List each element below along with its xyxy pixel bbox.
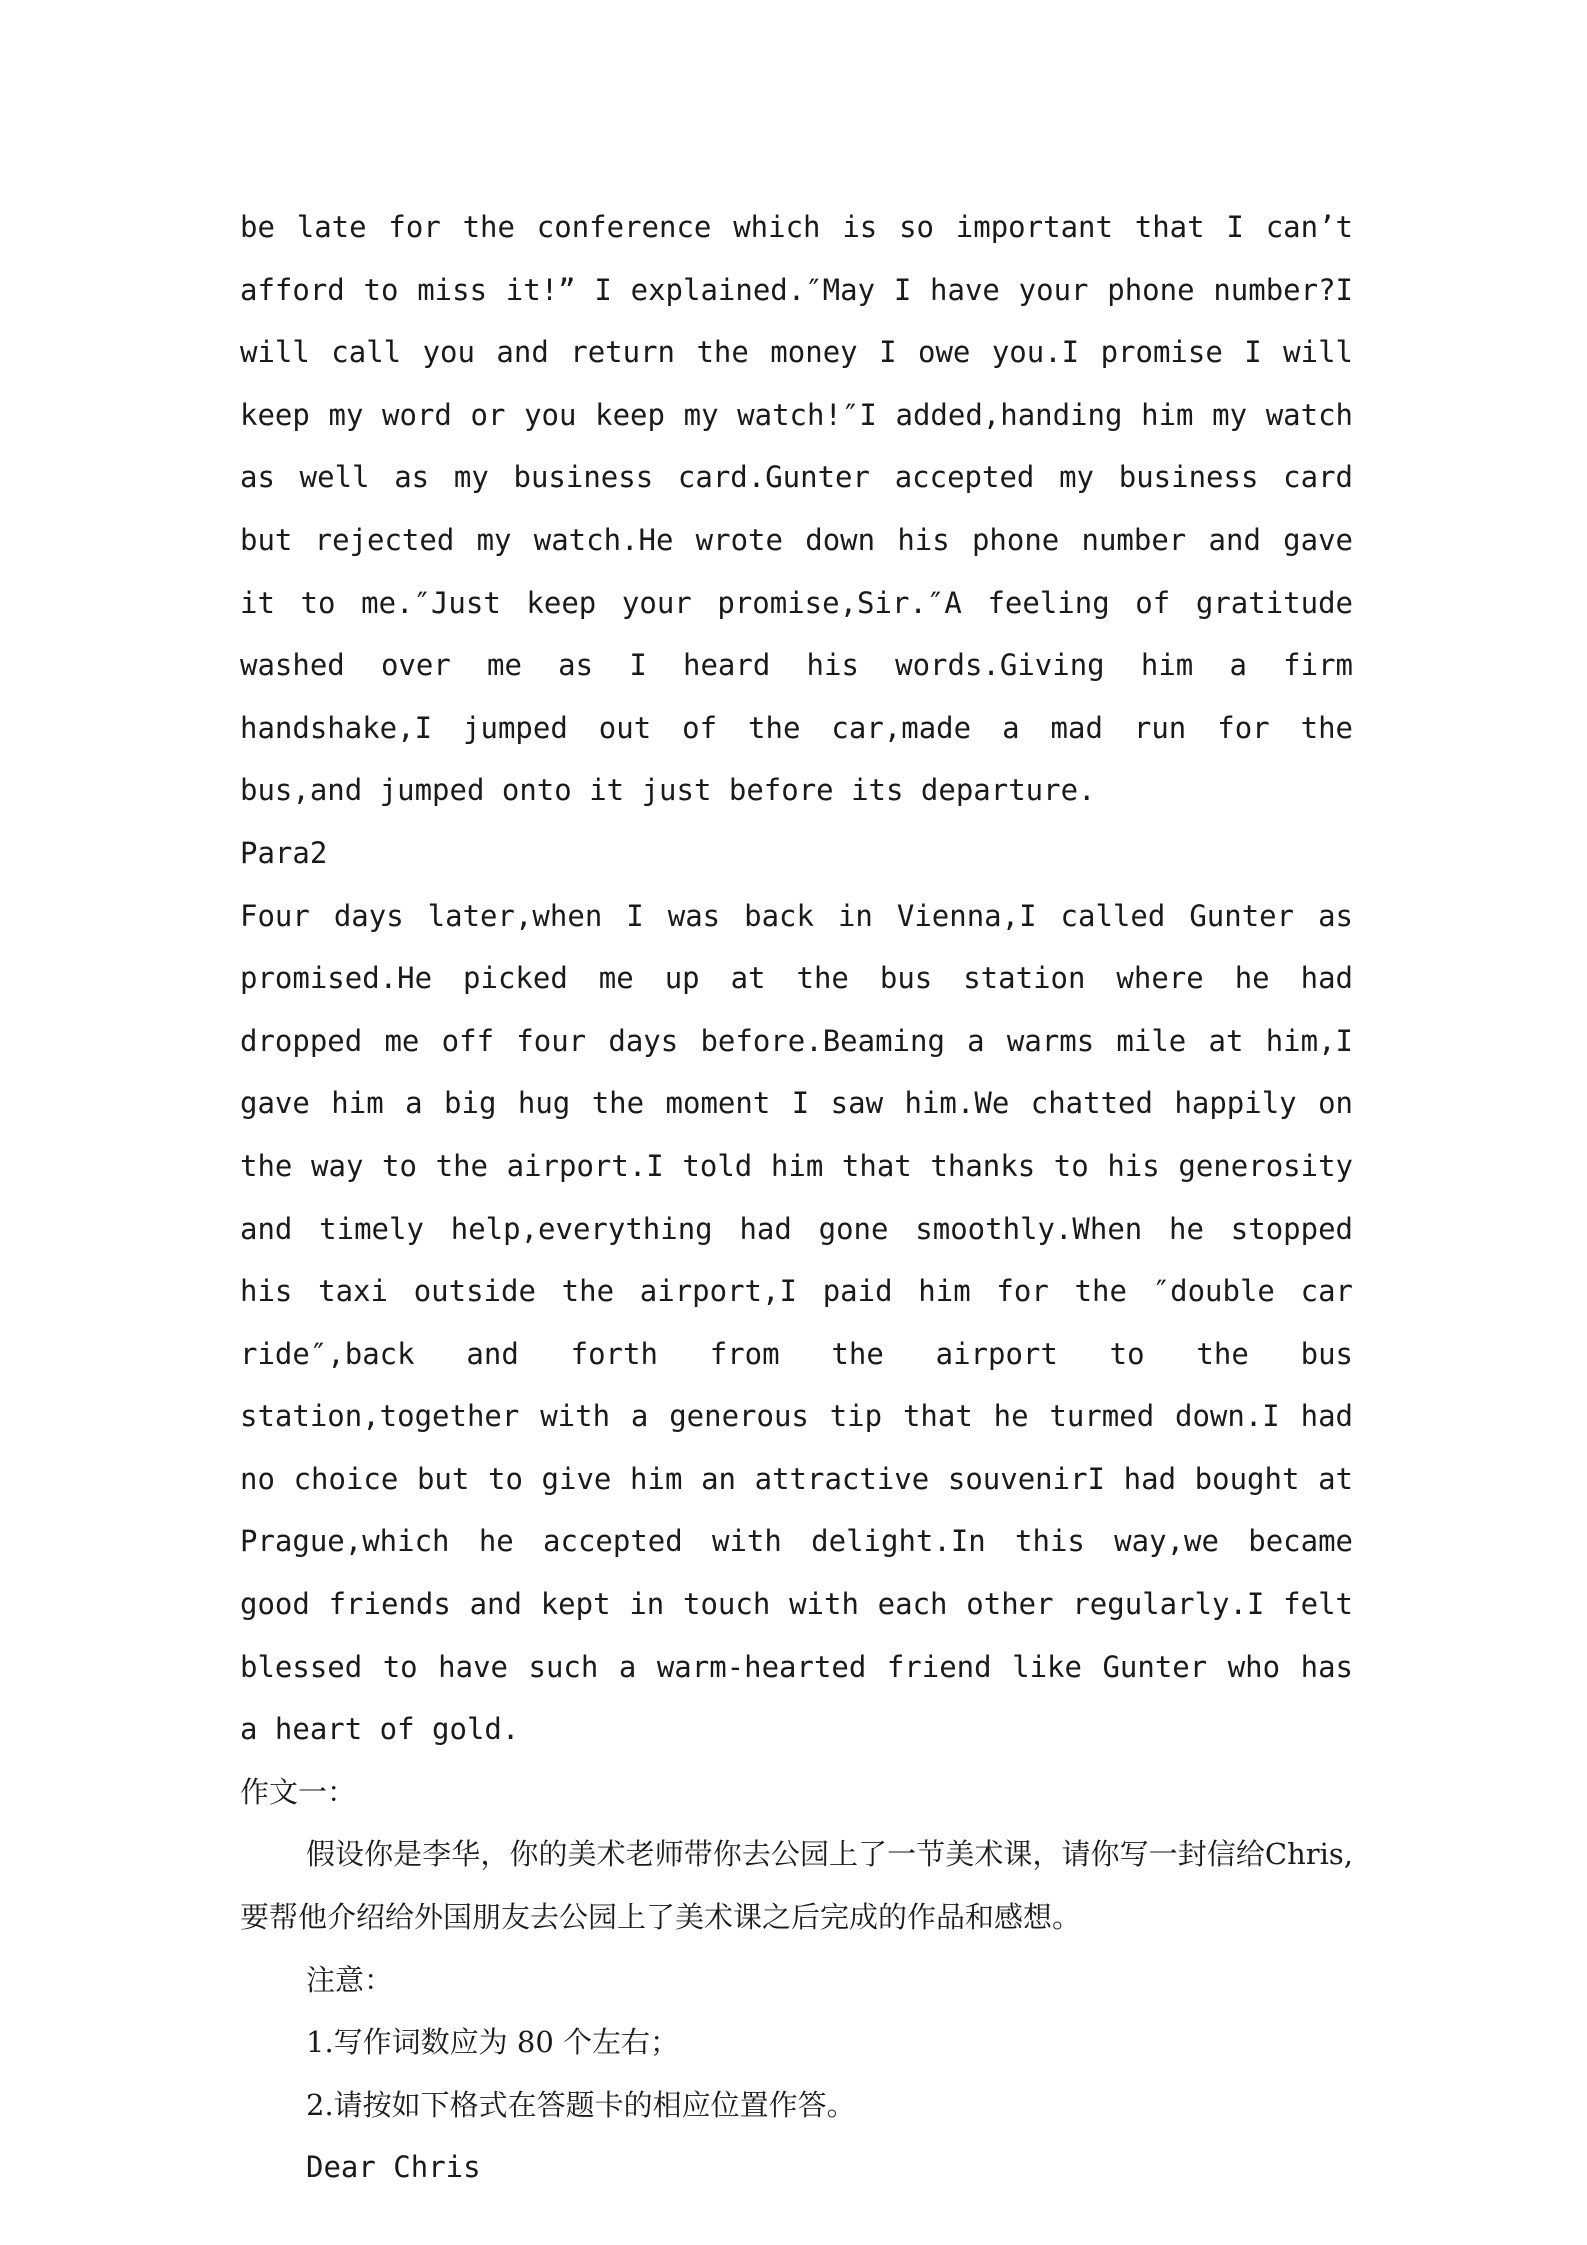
essay-heading: 作文一：	[240, 1774, 357, 1809]
document-page	[240, 196, 1353, 2199]
essay-prompt: 假设你是李华，你的美术老师带你去公园上了一节美术课，请你写一封信给Chris,要帮他介绍给外国朋友去公园上了美术课之后完成的作品和感想。	[240, 1837, 1353, 1935]
story-paragraph-1: be late for the conference which is so important that I can’t afford to miss it!” I explained.″May I have your phone number?I will call you and return the money I owe you.I promise I will keep my word or you keep my watch!″I added,handing him my watch as well as my business card.Gunter accepted my business card but rejected my watch.He wrote down his phone number and gave it to me.″Just keep your promise,Sir.″A feeling of gratitude washed over me as I heard his words.Giving him a firm handshake,I jumped out of the car,made a mad run for the bus,and jumped onto it just before its departure.	[240, 210, 1353, 808]
para2-label: Para2	[240, 835, 328, 870]
letter-salutation: Dear Chris	[306, 2150, 481, 2185]
story-paragraph-2: Four days later,when I was back in Vienna,I called Gunter as promised.He picked me up at the bus station where he had dropped me off four days before.Beaming a warms mile at him,I gave him a big hug the moment I saw him.We chatted happily on the way to the airport.I told him that thanks to his generosity and timely help,everything had gone smoothly.When he stopped his taxi outside the airport,I paid him for the ″double car ride″,back and forth from the airport to the bus station,together with a generous tip that he turmed down.I had no choice but to give him an attractive souvenirI had bought at Prague,which he accepted with delight.In this way,we became good friends and kept in touch with each other regularly.I felt blessed to have such a warm-hearted friend like Gunter who has a heart of gold.	[240, 898, 1353, 1747]
notice-item-2: 2.请按如下格式在答题卡的相应位置作答。	[306, 2087, 856, 2122]
notice-label: 注意：	[306, 1962, 394, 1997]
notice-item-1: 1.写作词数应为 80 个左右；	[306, 2025, 680, 2060]
